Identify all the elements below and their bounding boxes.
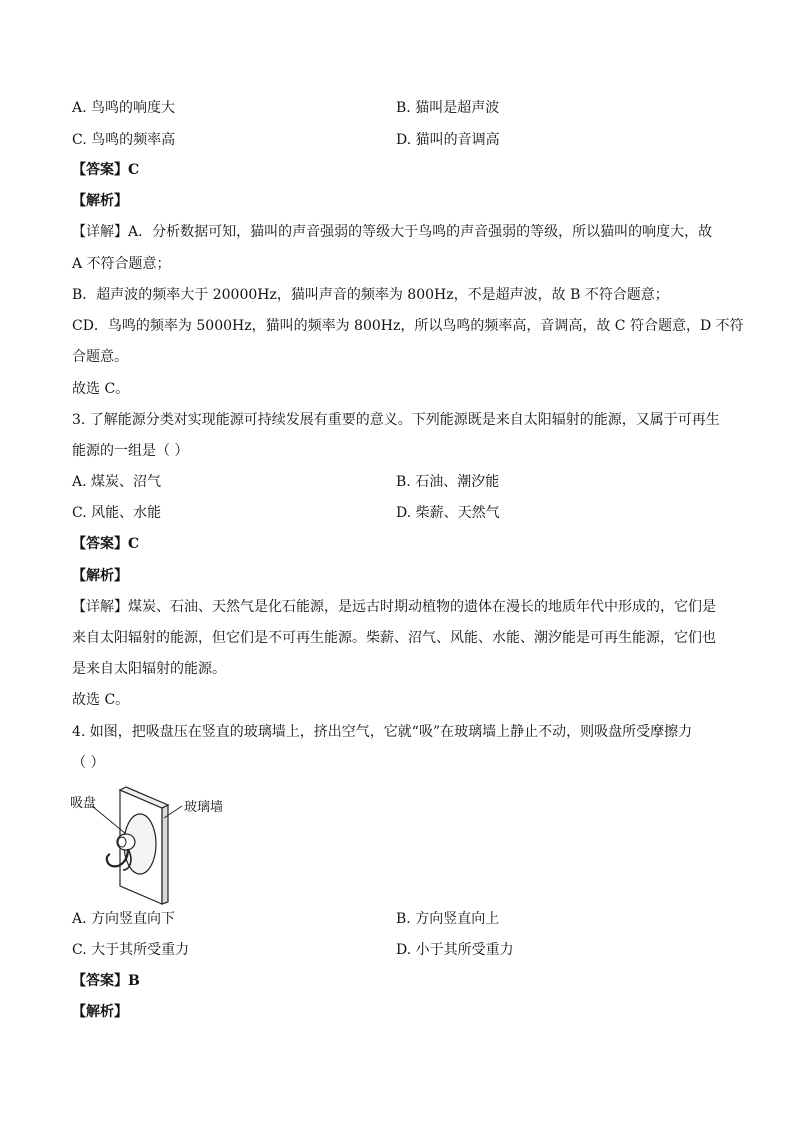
suction-cup-label: 吸盘 — [70, 796, 97, 811]
q2-option-b: B. 猫叫是超声波 — [396, 100, 500, 116]
q4-option-c: C. 大于其所受重力 — [72, 942, 190, 958]
q4-option-b: B. 方向竖直向上 — [396, 911, 500, 927]
q3-option-b: B. 石油、潮汐能 — [396, 474, 500, 490]
q4-stem-line-2: （ ） — [72, 755, 105, 771]
q2-conclusion: 故选 C。 — [72, 381, 130, 397]
q2-option-d: D. 猫叫的音调高 — [396, 132, 500, 148]
q3-option-d: D. 柴薪、天然气 — [396, 505, 500, 521]
q3-detail-line-1: 【详解】煤炭、石油、天然气是化石能源，是远古时期动植物的遗体在漫长的地质年代中形成的，它们是 — [72, 599, 716, 615]
q3-conclusion: 故选 C。 — [72, 692, 130, 708]
q2-answer: 【答案】C — [72, 162, 140, 178]
q3-option-c: C. 风能、水能 — [72, 505, 162, 521]
q2-detail-line-1: 【详解】A．分析数据可知，猫叫的声音强弱的等级大于鸟鸣的声音强弱的等级，所以猫叫的响度大，故 — [72, 224, 713, 240]
q3-detail-line-2: 来自太阳辐射的能源，但它们是不可再生能源。柴薪、沼气、风能、水能、潮汐能是可再生能源，它们也 — [72, 630, 716, 646]
suction-cup-figure — [68, 786, 238, 906]
q4-option-a: A. 方向竖直向下 — [72, 911, 176, 927]
glass-wall-side — [162, 805, 168, 904]
q4-answer: 【答案】B — [72, 973, 140, 989]
suction-cup-knob-cap — [118, 837, 126, 847]
q2-option-c: C. 鸟鸣的频率高 — [72, 132, 176, 148]
q3-stem-line-2: 能源的一组是（ ） — [72, 443, 189, 459]
q3-analysis-label: 【解析】 — [72, 568, 128, 584]
q2-detail-line-2: A 不符合题意； — [72, 256, 171, 272]
q2-detail-line-3: B．超声波的频率大于 20000Hz，猫叫声音的频率为 800Hz，不是超声波，故 B 不符合题意； — [72, 287, 669, 303]
q4-analysis-label: 【解析】 — [72, 1004, 128, 1020]
q3-answer: 【答案】C — [72, 536, 140, 552]
q3-option-a: A. 煤炭、沼气 — [72, 474, 162, 490]
q2-detail-line-5: 合题意。 — [72, 349, 128, 365]
q2-detail-line-4: CD．鸟鸣的频率为 5000Hz，猫叫的频率为 800Hz，所以鸟鸣的频率高，音调高，故 C 符合题意，D 不符 — [72, 318, 744, 334]
q4-stem-line-1: 4. 如图，把吸盘压在竖直的玻璃墙上，挤出空气，它就“吸”在玻璃墙上静止不动，则吸盘所受摩擦力 — [72, 724, 693, 740]
glass-wall-label: 玻璃墙 — [184, 800, 224, 815]
q3-stem-line-1: 3. 了解能源分类对实现能源可持续发展有重要的意义。下列能源既是来自太阳辐射的能源，又属于可再生 — [72, 412, 720, 428]
q3-detail-line-3: 是来自太阳辐射的能源。 — [72, 661, 226, 677]
q4-option-d: D. 小于其所受重力 — [396, 942, 514, 958]
q2-option-a: A. 鸟鸣的响度大 — [72, 100, 176, 116]
q2-analysis-label: 【解析】 — [72, 193, 128, 209]
